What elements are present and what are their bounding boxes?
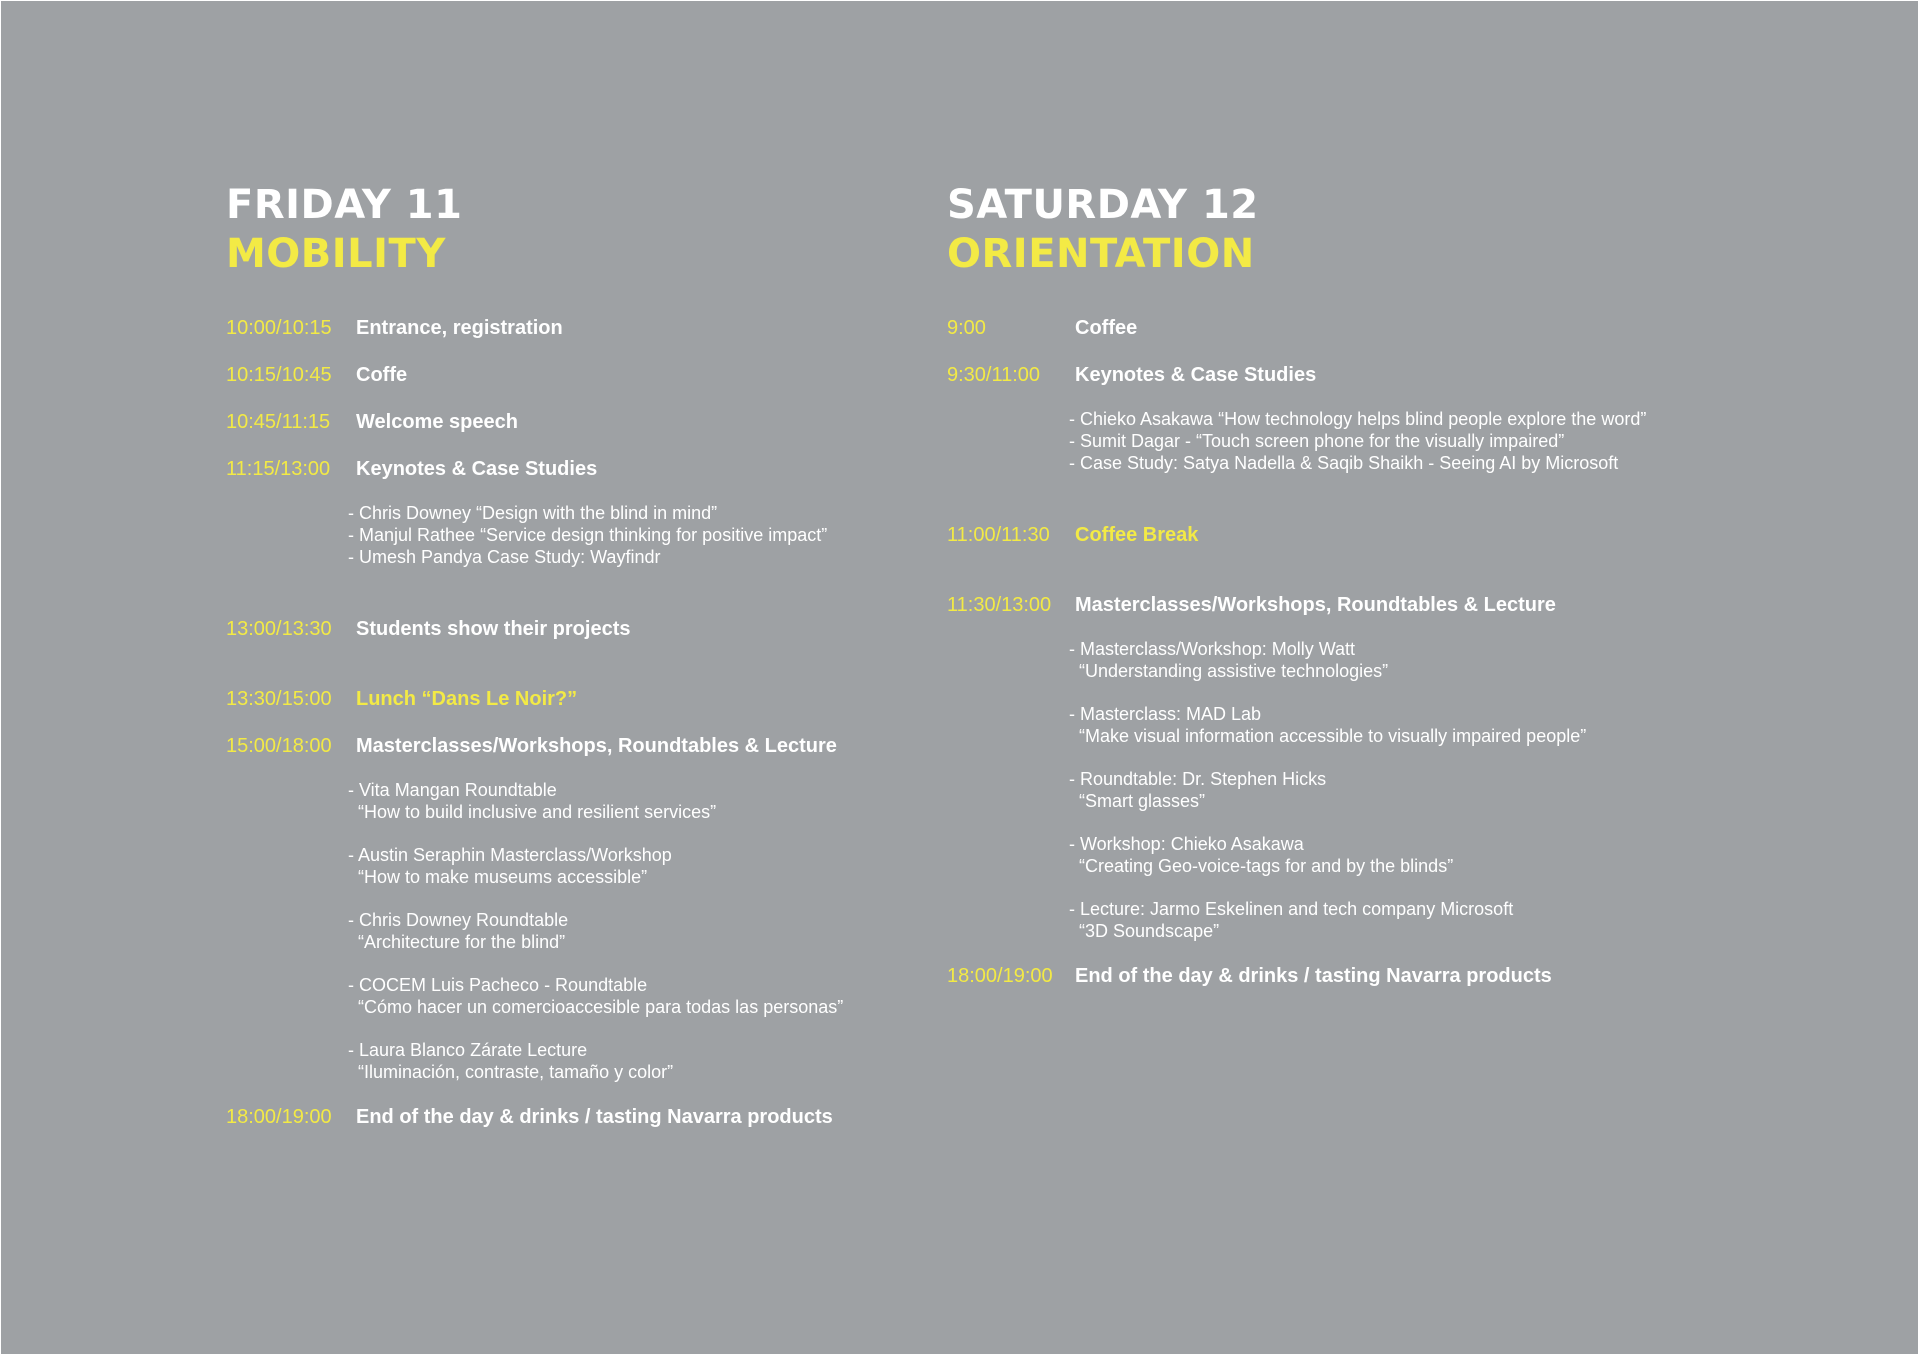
slot-title: Masterclasses/Workshops, Roundtables & Lecture	[356, 735, 837, 757]
detail-speaker: - Lecture: Jarmo Eskelinen and tech company Microsoft	[1069, 899, 1514, 919]
slot-time: 11:00/11:30	[947, 524, 1050, 546]
schedule-slot	[226, 733, 926, 1083]
schedule-slot	[226, 456, 926, 568]
slot-time: 15:00/18:00	[226, 735, 332, 757]
schedule-slot	[226, 1104, 926, 1131]
slot-time: 13:30/15:00	[226, 688, 332, 710]
detail-line: - Chieko Asakawa “How technology helps blind people explore the word”	[1069, 409, 1647, 429]
friday-theme-heading: MOBILITY	[226, 231, 446, 277]
slot-title: Welcome speech	[356, 411, 518, 433]
slot-time: 18:00/19:00	[226, 1106, 332, 1128]
slot-title: Keynotes & Case Studies	[356, 458, 598, 480]
detail-item	[1069, 768, 1807, 812]
slot-title: End of the day & drinks / tasting Navarra products	[356, 1106, 833, 1128]
detail-topic: “Cómo hacer un comercioaccesible para todas las personas”	[358, 997, 844, 1017]
slot-title: Students show their projects	[356, 618, 631, 640]
detail-speaker: - Vita Mangan Roundtable	[348, 780, 557, 800]
detail-speaker: - Masterclass: MAD Lab	[1069, 704, 1262, 724]
detail-speaker: - Chris Downey Roundtable	[348, 910, 569, 930]
detail-topic: “Architecture for the blind”	[358, 932, 566, 952]
slot-time: 9:30/11:00	[947, 364, 1041, 386]
detail-topic: “Understanding assistive technologies”	[1079, 661, 1389, 681]
schedule-slot	[947, 362, 1807, 474]
schedule-slot	[226, 362, 926, 389]
slot-title: Keynotes & Case Studies	[1075, 364, 1317, 386]
schedule-slot	[947, 315, 1807, 342]
slot-time: 11:15/13:00	[226, 458, 331, 480]
detail-item	[348, 909, 926, 953]
slot-details	[947, 638, 1807, 942]
schedule-slot	[947, 963, 1807, 990]
detail-item	[348, 1039, 926, 1083]
slot-details	[226, 779, 926, 1083]
detail-line: - Chris Downey “Design with the blind in mind”	[348, 503, 718, 523]
detail-item	[348, 974, 926, 1018]
slot-title: Masterclasses/Workshops, Roundtables & Lecture	[1075, 594, 1556, 616]
saturday-theme-heading: ORIENTATION	[947, 231, 1255, 277]
detail-speaker: - Workshop: Chieko Asakawa	[1069, 834, 1304, 854]
slot-time: 11:30/13:00	[947, 594, 1052, 616]
slot-time: 10:00/10:15	[226, 317, 332, 339]
detail-speaker: - COCEM Luis Pacheco - Roundtable	[348, 975, 648, 995]
schedule-panel	[1, 1, 1918, 1354]
detail-speaker: - Roundtable: Dr. Stephen Hicks	[1069, 769, 1327, 789]
saturday-day-heading: SATURDAY 12	[947, 182, 1259, 228]
saturday-schedule	[947, 315, 1807, 990]
schedule-slot	[226, 616, 926, 643]
schedule-slot	[226, 686, 926, 713]
detail-topic: “Iluminación, contraste, tamaño y color”	[358, 1062, 674, 1082]
detail-item	[1069, 833, 1807, 877]
friday-column	[226, 181, 926, 1151]
slot-title: Lunch “Dans Le Noir?”	[356, 688, 578, 710]
detail-line: - Sumit Dagar - “Touch screen phone for the visually impaired”	[1069, 431, 1565, 451]
detail-topic: “Creating Geo-voice-tags for and by the blinds”	[1079, 856, 1454, 876]
slot-time: 10:15/10:45	[226, 364, 332, 386]
friday-day-heading: FRIDAY 11	[226, 182, 463, 228]
slot-time: 10:45/11:15	[226, 411, 331, 433]
detail-item	[1069, 898, 1807, 942]
detail-topic: “Make visual information accessible to visually impaired people”	[1079, 726, 1587, 746]
detail-item	[1069, 703, 1807, 747]
saturday-column	[947, 181, 1807, 1010]
schedule-slot	[226, 315, 926, 342]
schedule-slot	[947, 522, 1807, 549]
detail-item	[1069, 638, 1807, 682]
schedule-slot	[226, 409, 926, 436]
detail-item	[348, 779, 926, 823]
detail-item	[348, 844, 926, 888]
detail-topic: “Smart glasses”	[1079, 791, 1206, 811]
detail-speaker: - Masterclass/Workshop: Molly Watt	[1069, 639, 1356, 659]
slot-time: 13:00/13:30	[226, 618, 332, 640]
slot-title: End of the day & drinks / tasting Navarra products	[1075, 965, 1552, 987]
slot-details	[947, 408, 1807, 474]
detail-speaker: - Austin Seraphin Masterclass/Workshop	[348, 845, 672, 865]
detail-speaker: - Laura Blanco Zárate Lecture	[348, 1040, 588, 1060]
slot-details	[226, 502, 926, 568]
schedule-slot	[947, 592, 1807, 942]
slot-title: Coffe	[356, 364, 408, 386]
slot-title: Coffee Break	[1075, 524, 1199, 546]
slot-title: Entrance, registration	[356, 317, 563, 339]
slot-time: 9:00	[947, 317, 986, 339]
detail-line: - Umesh Pandya Case Study: Wayfindr	[348, 547, 661, 567]
detail-topic: “How to build inclusive and resilient services”	[358, 802, 717, 822]
slot-title: Coffee	[1075, 317, 1138, 339]
slot-time: 18:00/19:00	[947, 965, 1053, 987]
detail-line: - Case Study: Satya Nadella & Saqib Shaikh - Seeing AI by Microsoft	[1069, 453, 1619, 473]
detail-topic: “3D Soundscape”	[1079, 921, 1220, 941]
detail-line: - Manjul Rathee “Service design thinking for positive impact”	[348, 525, 828, 545]
friday-schedule	[226, 315, 926, 1131]
detail-topic: “How to make museums accessible”	[358, 867, 648, 887]
